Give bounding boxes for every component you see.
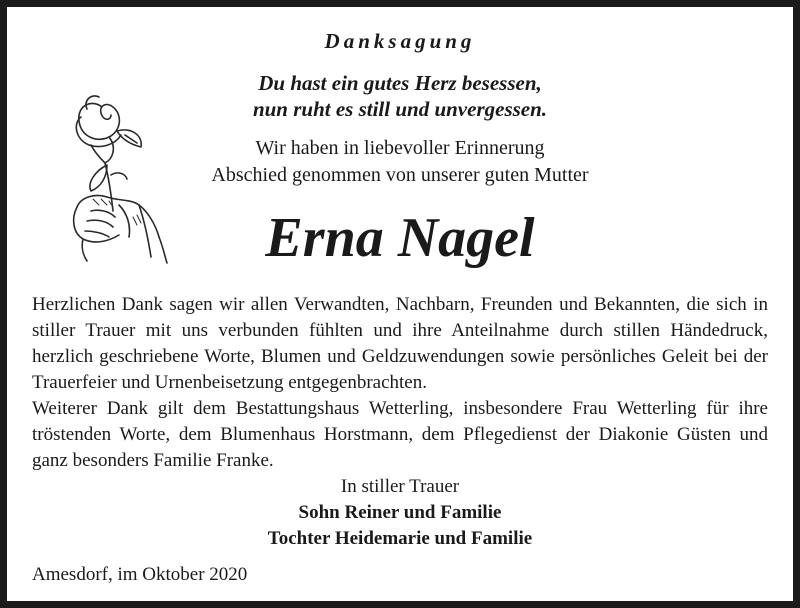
place-date: Amesdorf, im Oktober 2020	[32, 564, 248, 585]
quote-line: nun ruht es still und unvergessen.	[252, 97, 548, 121]
thanks-paragraph: Herzlichen Dank sagen wir allen Verwandten, Nachbarn, Freunden und Bekannten, die sich in stiller Trauer mit uns verbunden fühlten und ihre Anteilnahme durch stillen Händedruck, herzlich geschriebene Worte, Blumen und Geldzuwendungen sowie persönliches Geleit bei der Trauerfeier und Urnenbeisetzung entgegenbrachten.	[32, 294, 768, 393]
family-member: Tochter Heidemarie und Familie	[267, 528, 533, 549]
intro-line: Abschied genommen von unserer guten Mutter	[211, 164, 589, 186]
farewell-intro	[7, 135, 793, 189]
thanks-text	[32, 292, 768, 474]
mourning-line: In stiller Trauer	[340, 476, 460, 497]
notice-heading: Danksagung	[324, 29, 476, 53]
intro-line: Wir haben in liebevoller Erinnerung	[255, 137, 545, 159]
thanks-paragraph: Weiterer Dank gilt dem Bestattungshaus Wetterling, insbesondere Frau Wetterling für ihre tröstenden Worte, dem Blumenhaus Horstmann, dem Pflegedienst der Diakonie Güsten und ganz besonders Familie Franke.	[32, 398, 768, 471]
deceased-name: Erna Nagel	[265, 207, 535, 269]
family-member: Sohn Reiner und Familie	[298, 502, 502, 523]
mourners-block	[7, 474, 793, 552]
quote-line: Du hast ein gutes Herz besessen,	[258, 71, 542, 95]
